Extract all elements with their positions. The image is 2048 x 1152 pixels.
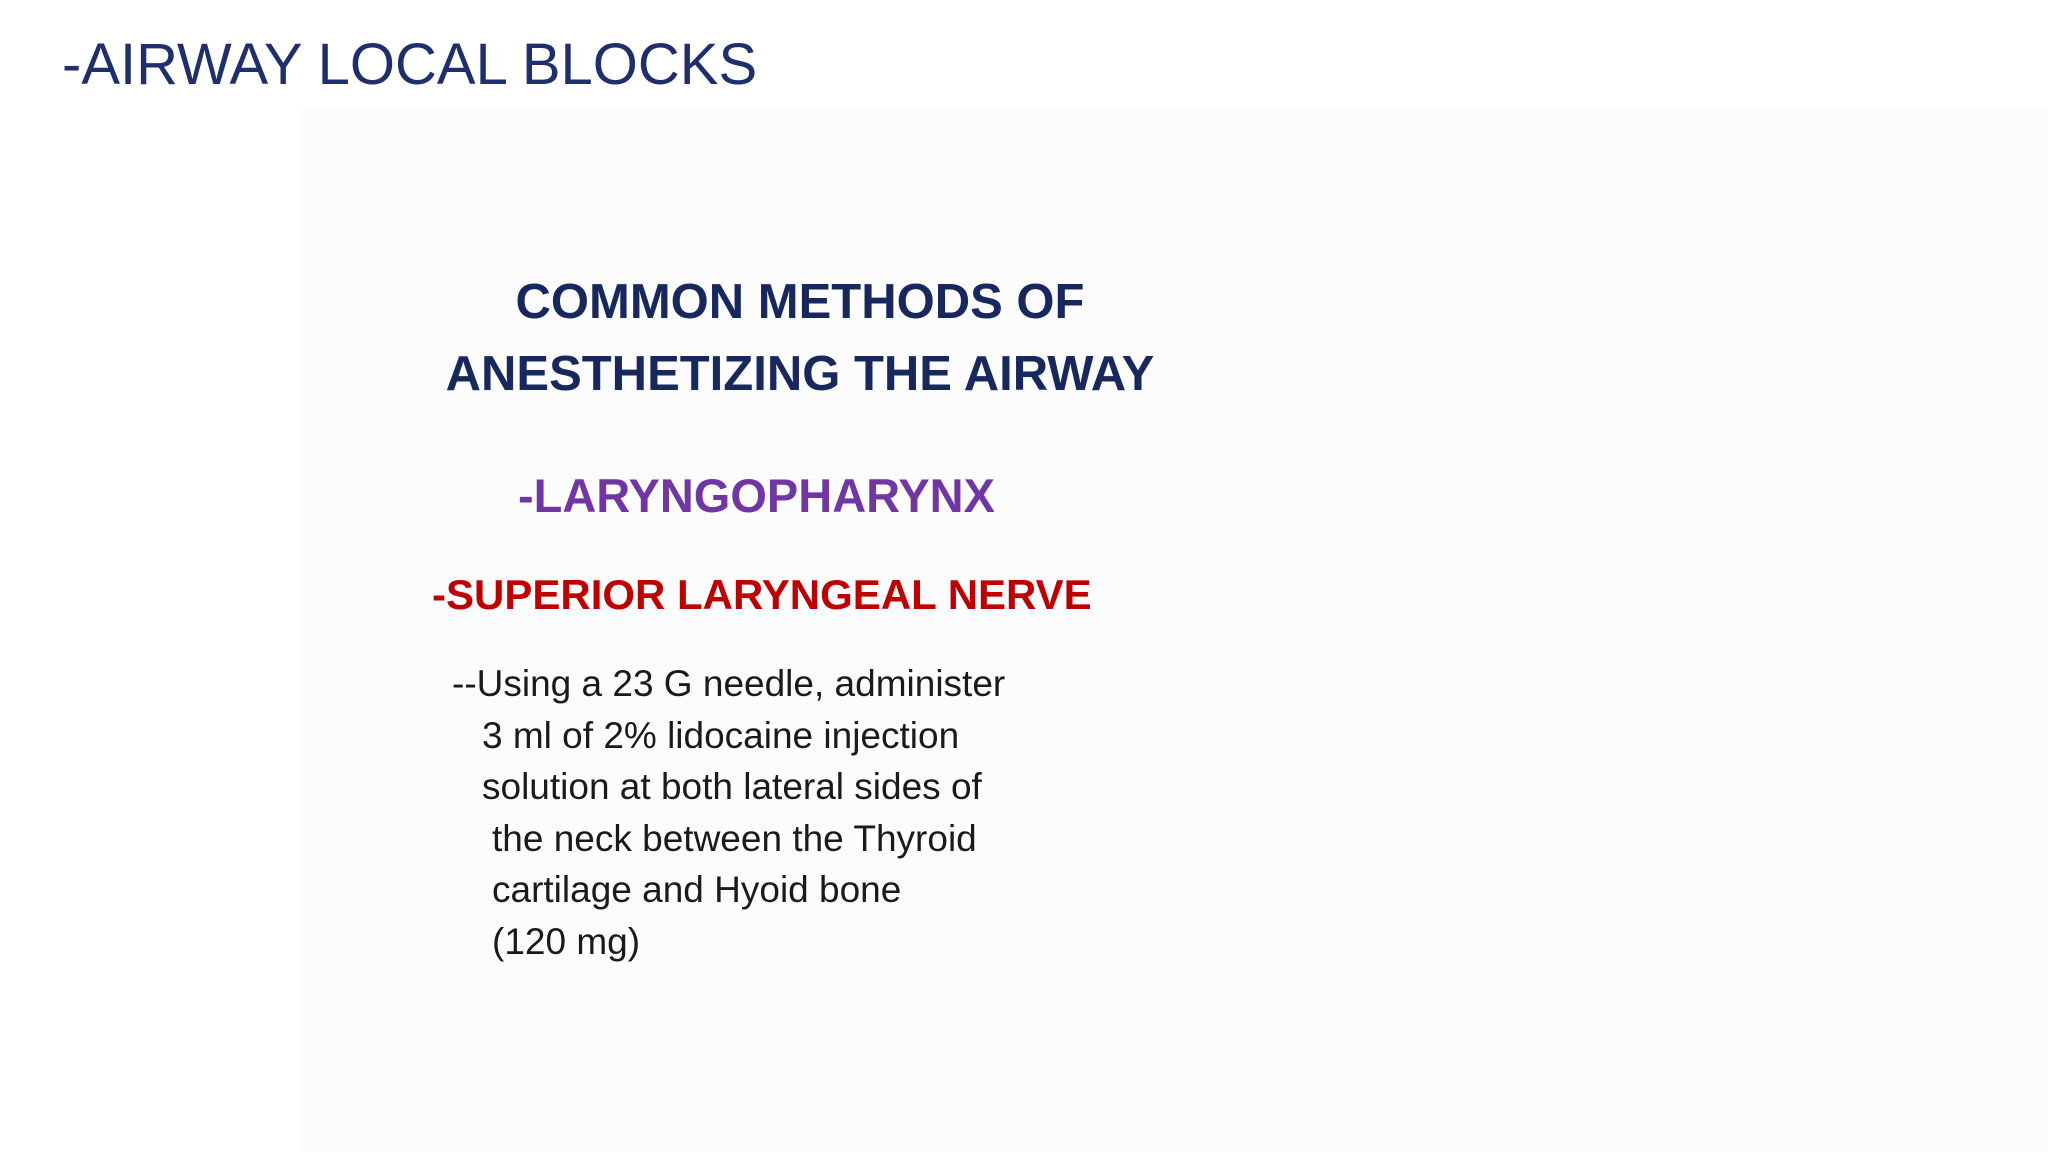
body-line-2: 3 ml of 2% lidocaine injection xyxy=(482,714,960,756)
body-line-3: solution at both lateral sides of xyxy=(482,766,982,807)
body-line-5: cartilage and Hyoid bone xyxy=(492,869,902,910)
section-heading: -LARYNGOPHARYNX xyxy=(518,469,995,522)
body-text xyxy=(452,658,1092,967)
slide-title: -AIRWAY LOCAL BLOCKS xyxy=(62,32,758,97)
main-heading-line-1: COMMON METHODS OF xyxy=(515,275,1085,329)
body-line-4: the neck between the Thyroid xyxy=(492,817,977,859)
body-line-6: (120 mg) xyxy=(492,920,641,962)
body-line-1: --Using a 23 G needle, administer xyxy=(452,663,1006,704)
main-heading-line-2: ANESTHETIZING THE AIRWAY xyxy=(445,347,1155,401)
subsection-heading: -SUPERIOR LARYNGEAL NERVE xyxy=(432,571,1092,618)
main-heading xyxy=(420,266,1180,410)
